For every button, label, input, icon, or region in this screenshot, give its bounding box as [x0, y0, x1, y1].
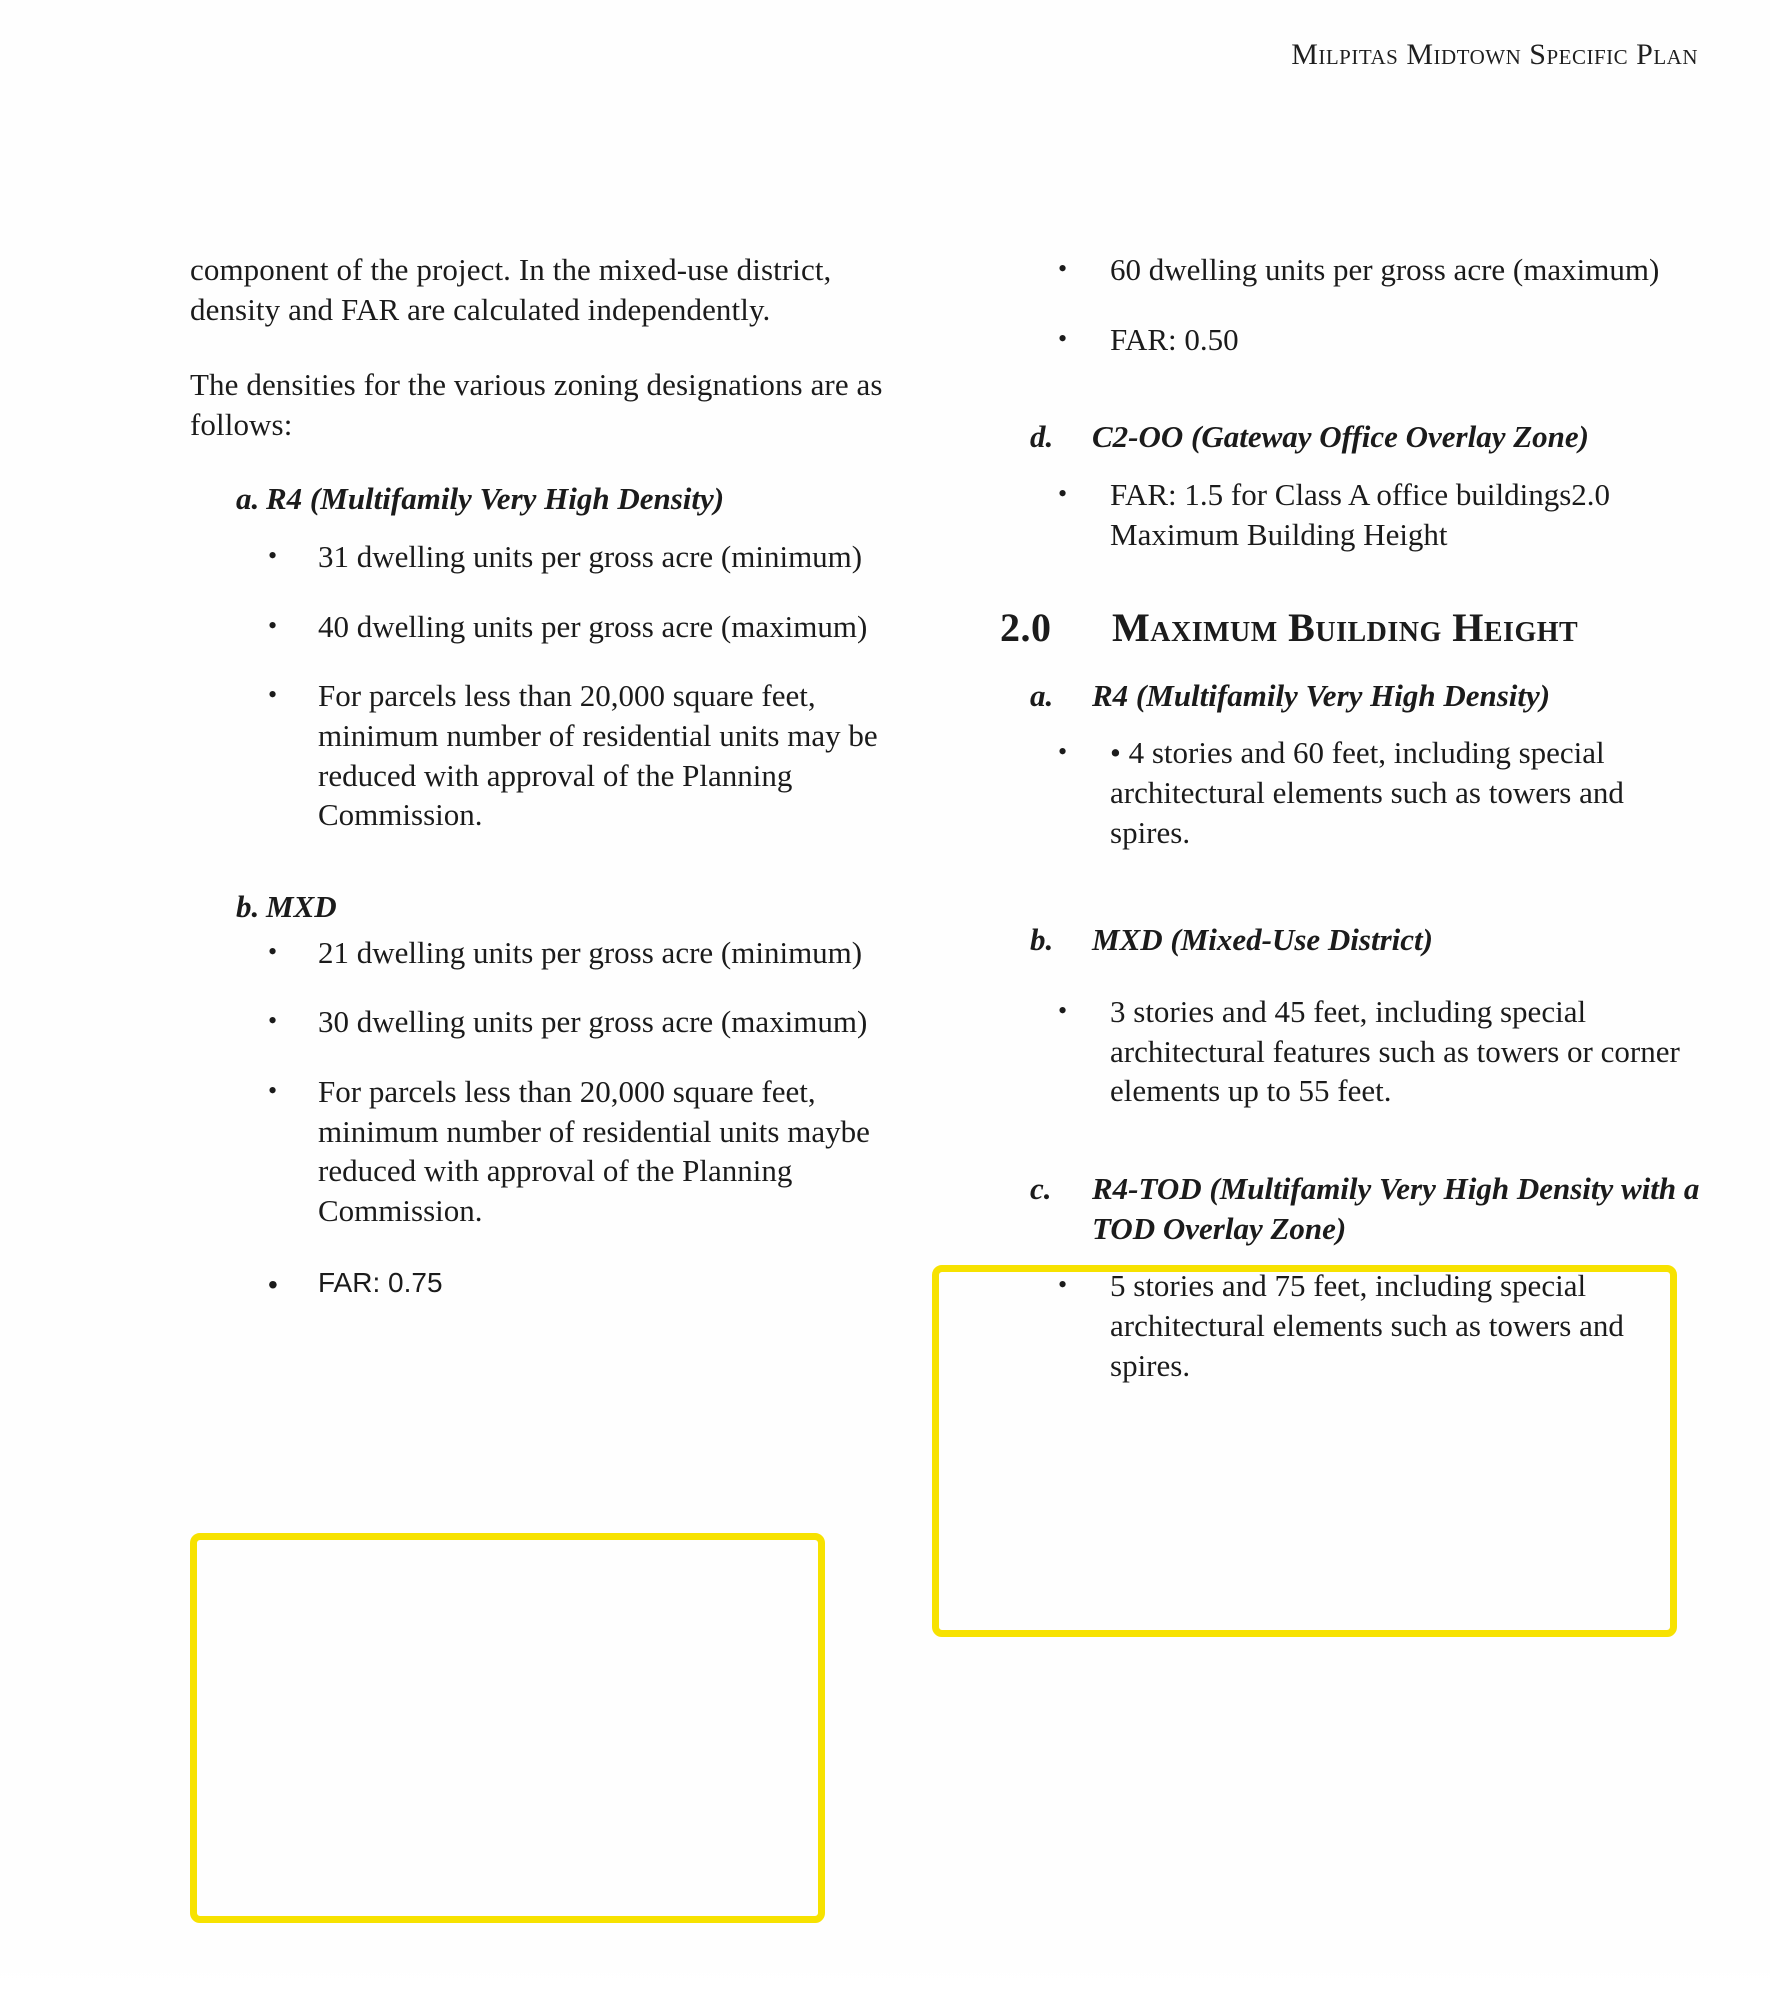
bullet-list-top-density — [1000, 250, 1700, 359]
section-heading-maximum-building-height — [1000, 604, 1700, 651]
list-marker: d. — [1030, 419, 1054, 455]
list-item-text: 60 dwelling units per gross acre (maximum) — [1110, 252, 1660, 287]
list-item-text: 3 stories and 45 feet, including special architectural features such as towers or corner elements up to 55 feet. — [1110, 993, 1680, 1109]
list-marker: b. — [1030, 922, 1054, 958]
list-item-b-heading-height — [1000, 920, 1700, 960]
list-marker: c. — [1030, 1170, 1052, 1206]
paragraph-densities-intro: The densities for the various zoning designations are as follows: — [190, 366, 883, 442]
list-item-text: FAR: 1.5 for Class A office buildings2.0 Maximum Building Height — [1110, 477, 1611, 552]
bullet-glyph: • — [1058, 254, 1068, 283]
highlight-annotation-left — [190, 1533, 825, 1923]
list-item-title: R4 (Multifamily Very High Density) — [1092, 677, 1551, 713]
list-item-text: 21 dwelling units per gross acre (minimum) — [318, 934, 863, 970]
list-item-text: FAR: 0.75 — [318, 1266, 443, 1298]
left-column — [190, 250, 900, 1326]
bullet-list-r4tod-height — [1000, 1266, 1700, 1385]
list-item — [190, 933, 900, 973]
list-item-text: For parcels less than 20,000 square feet, minimum number of residential units may be reduced with approval of the Planning Commission. — [318, 678, 878, 833]
list-item — [190, 1072, 900, 1231]
bullet-glyph: • — [1058, 323, 1068, 353]
bullet-list-mxd-height — [1000, 992, 1700, 1111]
list-item — [190, 607, 900, 647]
list-item-title: MXD — [266, 888, 337, 924]
list-item — [1000, 250, 1700, 290]
bullet-glyph: • — [268, 1006, 278, 1036]
bullet-glyph: • — [268, 936, 278, 966]
list-item-text: 40 dwelling units per gross acre (maximum) — [318, 608, 868, 644]
bullet-glyph: • — [268, 1075, 278, 1105]
list-item — [1000, 733, 1700, 852]
bullet-list-r4-density — [190, 537, 900, 835]
section-number: 2.0 — [1000, 605, 1052, 651]
list-item-b-heading — [190, 887, 900, 927]
list-item — [190, 1265, 900, 1301]
list-marker: a. — [236, 481, 260, 517]
list-item — [1000, 320, 1700, 360]
list-item-title: R4 (Multifamily Very High Density) — [266, 481, 725, 517]
list-item — [1000, 475, 1700, 554]
list-marker: b. — [236, 888, 260, 924]
list-item — [1000, 1266, 1700, 1385]
list-item-text: FAR: 0.50 — [1110, 321, 1239, 357]
list-item-a-heading-height — [1000, 676, 1700, 716]
right-column — [1000, 250, 1700, 1411]
list-item — [190, 676, 900, 835]
bullet-list-mxd-density — [190, 933, 900, 1301]
list-item-text: • 4 stories and 60 feet, including special architectural elements such as towers and spires. — [1110, 735, 1624, 850]
page-bottom-fade — [0, 1955, 1770, 2000]
list-item — [1000, 992, 1700, 1111]
paragraph-continuation: component of the project. In the mixed-use district, density and FAR are calculated independently. — [190, 252, 832, 328]
list-item-title: C2-OO (Gateway Office Overlay Zone) — [1092, 419, 1589, 455]
list-item-text: For parcels less than 20,000 square feet, minimum number of residential units maybe reduced with approval of the Planning Commission. — [318, 1073, 870, 1228]
running-header: Milpitas Midtown Specific Plan — [1291, 38, 1698, 71]
list-item-d-heading — [1000, 417, 1700, 457]
bullet-glyph: • — [268, 540, 278, 570]
list-item-text: 31 dwelling units per gross acre (minimum) — [318, 538, 863, 574]
list-item — [190, 537, 900, 577]
list-item-c-heading-height — [1000, 1169, 1700, 1248]
list-item-text: 5 stories and 75 feet, including special architectural elements such as towers and spires. — [1110, 1268, 1624, 1383]
bullet-glyph: • — [1058, 1270, 1068, 1300]
bullet-glyph: • — [1058, 995, 1068, 1025]
list-item-title: R4-TOD (Multifamily Very High Density with a TOD Overlay Zone) — [1092, 1170, 1700, 1246]
list-item-text: 30 dwelling units per gross acre (maximum) — [318, 1004, 868, 1040]
bullet-glyph: • — [268, 610, 278, 640]
list-item-a-heading — [190, 479, 900, 519]
bullet-glyph: • — [268, 680, 278, 710]
bullet-glyph: • — [268, 1268, 278, 1300]
bullet-glyph: • — [1058, 479, 1068, 509]
list-item-title: MXD (Mixed-Use District) — [1092, 922, 1433, 958]
list-item — [190, 1002, 900, 1042]
section-title: Maximum Building Height — [1112, 605, 1579, 651]
bullet-list-c2oo — [1000, 475, 1700, 554]
list-marker: a. — [1030, 677, 1054, 713]
bullet-glyph: • — [1058, 737, 1068, 767]
bullet-list-r4-height — [1000, 733, 1700, 852]
